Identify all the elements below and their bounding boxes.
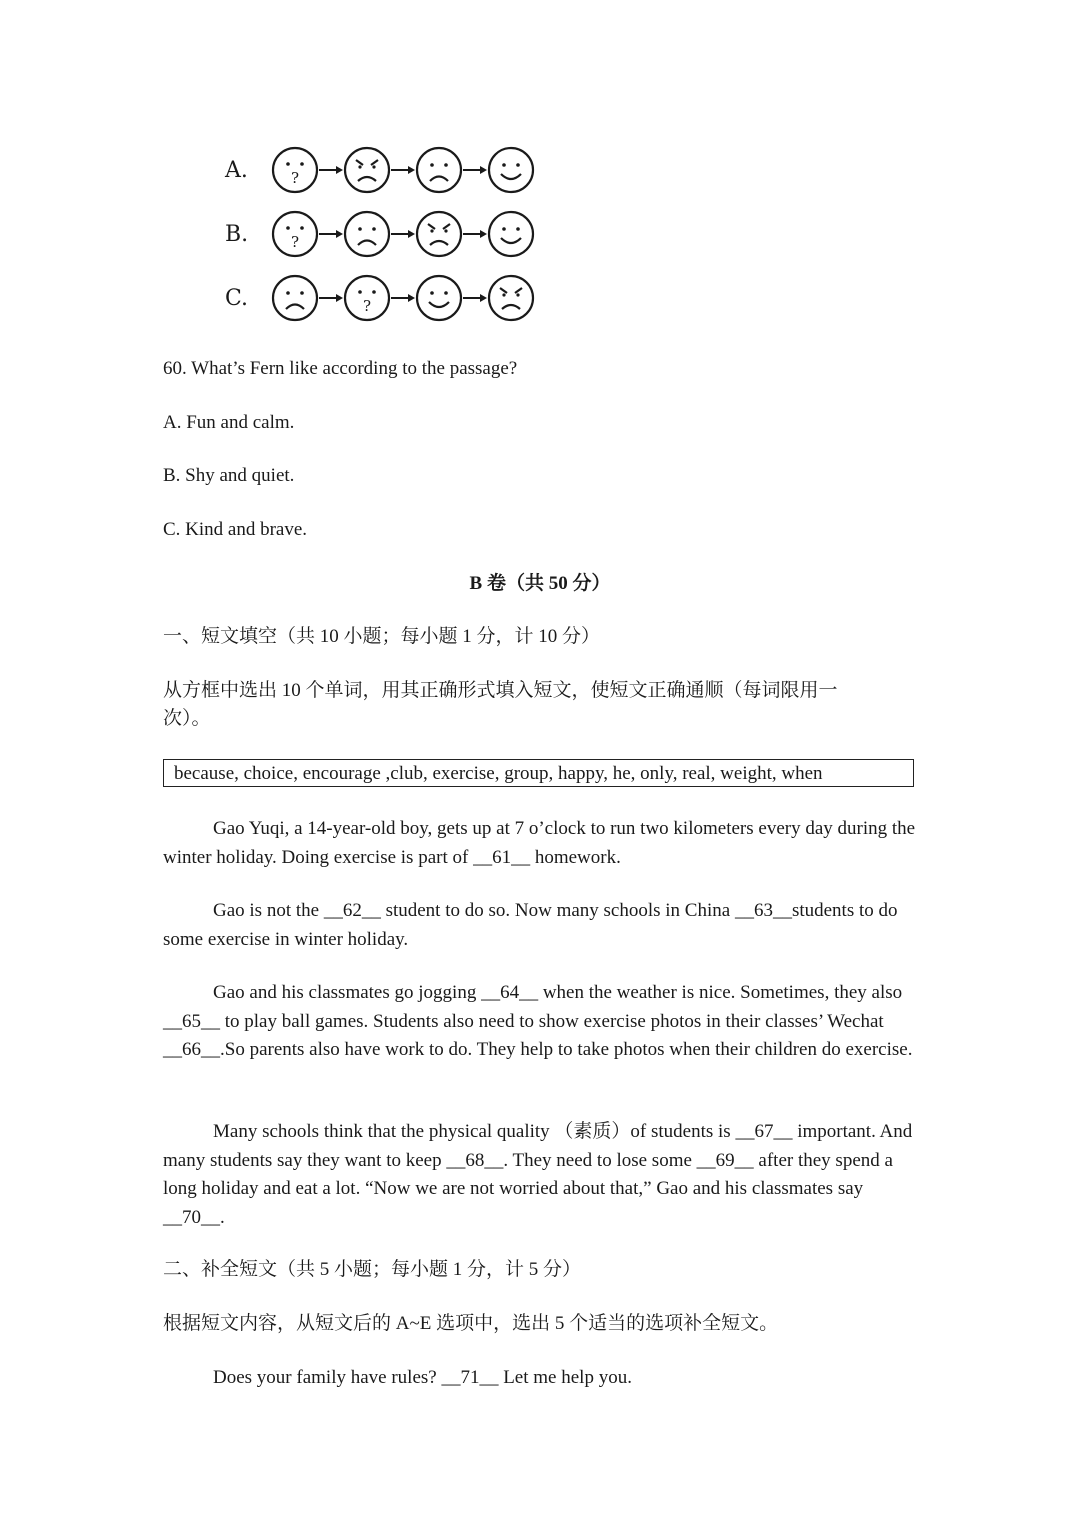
part2-first-line: Does your family have rules? __71__ Let me help you.: [213, 1367, 632, 1388]
sad-face-icon: [345, 212, 389, 256]
arrow-icon: [319, 230, 343, 238]
face-sequence-b: [271, 206, 581, 262]
option-letter: C.: [225, 285, 249, 311]
arrow-icon: [463, 230, 487, 238]
arrow-icon: [391, 294, 415, 302]
question-60: 60. What’s Fern like according to the passage?: [163, 358, 518, 379]
sad-face-icon: [417, 148, 461, 192]
section-b-title: B 卷（共 50 分）: [469, 573, 611, 594]
q60-option-b: B. Shy and quiet.: [163, 465, 295, 486]
q60-option-a: A. Fun and calm.: [163, 412, 295, 433]
angry-face-icon: [489, 276, 533, 320]
sad-face-icon: [273, 276, 317, 320]
face-sequence-a: [271, 142, 581, 198]
face-option-b: [225, 202, 581, 266]
angry-face-icon: [345, 148, 389, 192]
happy-face-icon: [489, 148, 533, 192]
arrow-icon: [319, 294, 343, 302]
happy-face-icon: [489, 212, 533, 256]
arrow-icon: [463, 294, 487, 302]
svg-text:?: ?: [290, 233, 300, 251]
option-letter: A.: [225, 157, 248, 183]
passage-paragraph-1: Gao Yuqi, a 14-year-old boy, gets up at 7 o’clock to run two kilometers every day during the winter holiday. Doing exercise is part of __61__ homework.: [163, 818, 916, 868]
arrow-icon: [391, 230, 415, 238]
option-letter: B.: [225, 221, 249, 247]
arrow-icon: [319, 166, 343, 174]
word-box: because, choice, encourage ,club, exercise, group, happy, he, only, real, weight, when: [163, 759, 914, 787]
confused-face-icon: [345, 276, 389, 320]
passage-paragraph-2: Gao is not the __62__ student to do so. Now many schools in China __63__students to do some exercise in winter holiday.: [163, 900, 898, 950]
arrow-icon: [463, 166, 487, 174]
svg-text:?: ?: [362, 297, 372, 315]
part2-heading: 二、补全短文（共 5 小题；每小题 1 分，计 5 分）: [163, 1259, 582, 1280]
part1-heading: 一、短文填空（共 10 小题；每小题 1 分，计 10 分）: [163, 626, 601, 647]
face-option-a: [225, 138, 581, 202]
q60-option-c: C. Kind and brave.: [163, 519, 308, 540]
passage-paragraph-3: Gao and his classmates go jogging __64__ when the weather is nice. Sometimes, they also __65__ to play ball games. Students also need to show exercise photos in their classes’ Wechat __66__.So parents also have work to do. They help to take photos when their children do exercise.: [163, 982, 913, 1060]
face-options: [225, 138, 581, 330]
face-option-c: [225, 266, 581, 330]
svg-text:?: ?: [290, 169, 300, 187]
confused-face-icon: [273, 148, 317, 192]
arrow-icon: [391, 166, 415, 174]
confused-face-icon: [273, 212, 317, 256]
angry-face-icon: [417, 212, 461, 256]
passage-paragraph-4: Many schools think that the physical quality （素质）of students is __67__ important. And many students say they want to keep __68__. They need to lose some __69__ after they spend a long holiday and eat a lot. “Now we are not worried about that,” Gao and his classmates say __70__.: [163, 1121, 913, 1228]
part1-instruction-line2: 次）。: [163, 708, 211, 729]
face-sequence-c: [271, 270, 581, 326]
part1-instruction-line1: 从方框中选出 10 个单词，用其正确形式填入短文，使短文正确通顺（每词限用一: [163, 680, 838, 701]
happy-face-icon: [417, 276, 461, 320]
part2-instruction: 根据短文内容，从短文后的 A~E 选项中，选出 5 个适当的选项补全短文。: [163, 1313, 779, 1334]
